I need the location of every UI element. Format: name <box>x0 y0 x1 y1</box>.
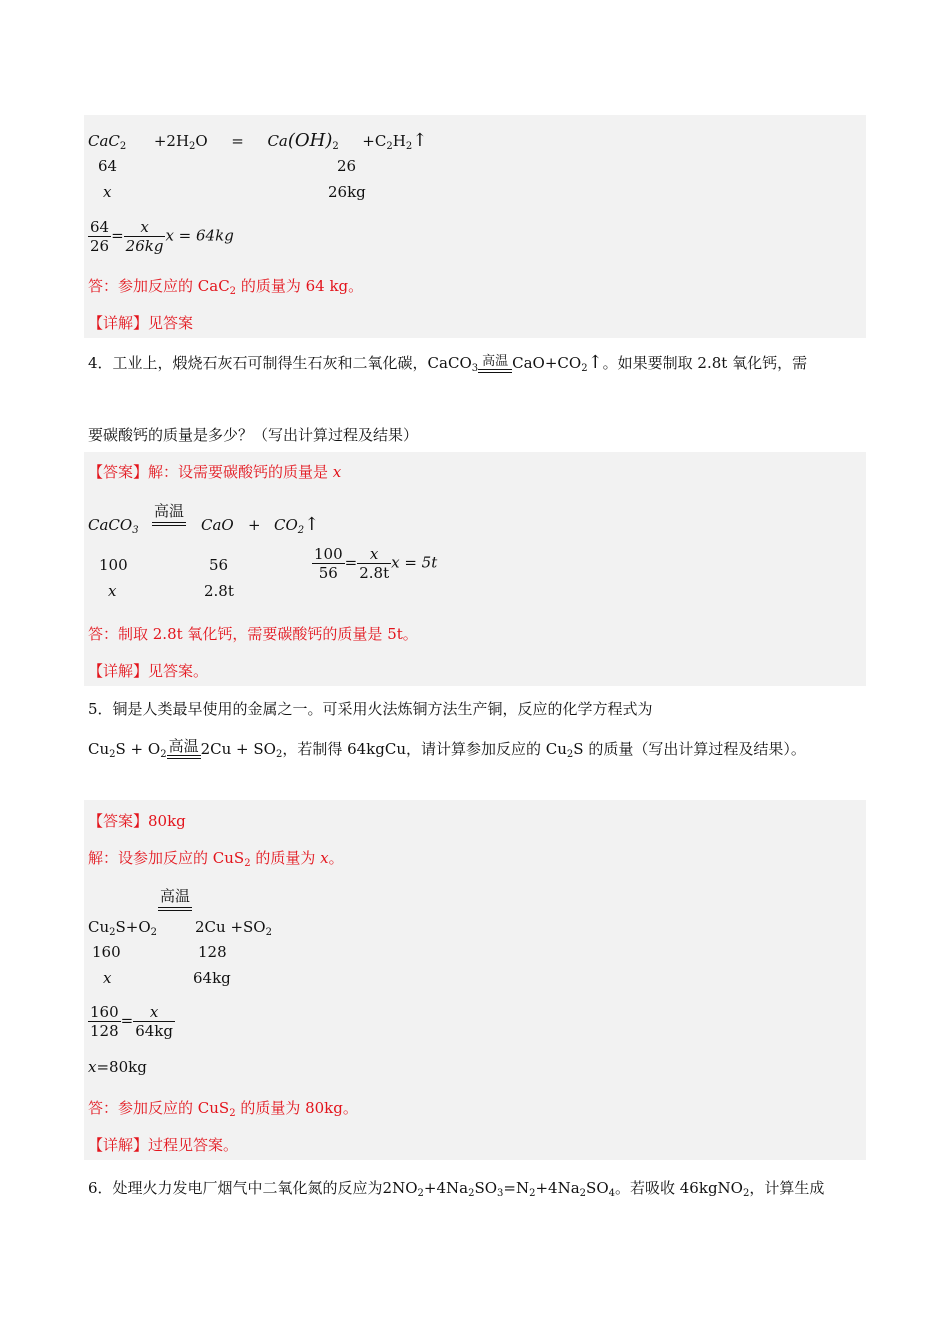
mass-value: 100 <box>99 556 128 574</box>
detail-label: 【详解】见答案。 <box>88 662 209 680</box>
reaction-condition: 高温 <box>478 355 512 373</box>
mass-value: 56 <box>209 556 229 574</box>
plus-sign: + <box>248 516 261 534</box>
final-answer: 答：制取 2.8t 氧化钙，需要碳酸钙的质量是 5t。 <box>88 625 418 643</box>
final-answer: 答：参加反应的 CaC$_2$ 的质量为 64 kg。 <box>88 277 364 297</box>
question-4-line1: 4．工业上，煅烧石灰石可制得生石灰和二氧化碳，CaCO$_3$ 高温 $CaO+CO_2↑$。如果要制取 2.8t 氧化钙，需 <box>88 352 808 374</box>
final-answer: 答：参加反应的 CuS$_2$ 的质量为 80kg。 <box>88 1099 358 1119</box>
fraction: $\frac{160}{128}$ <box>90 1003 119 1040</box>
question-5-line1: 5．铜是人类最早使用的金属之一。可采用火法炼铜方法生产铜，反应的化学方程式为 <box>88 700 653 718</box>
unknown-var: x <box>103 969 112 987</box>
question-6-line1: 6．处理火力发电厂烟气中二氧化氮的反应为$2NO_2+4Na_2SO_3=N_2+4Na_2SO_4$。若吸收 46kgNO$_2$，计算生成 <box>88 1179 825 1199</box>
known-mass: 26kg <box>328 183 366 201</box>
question-5-line2: $Cu_2S + O_2$ 高温 $2Cu + SO_2$，若制得 64kgCu，请计算参加反应的 $Cu_2S$ 的质量（写出计算过程及结果）。 <box>88 737 806 760</box>
unknown-var: x <box>103 183 112 201</box>
reaction-condition: 高温 <box>152 500 186 526</box>
product: $CO_2↑$ <box>274 514 320 536</box>
fraction: $\frac{x}{26kg}$ <box>125 218 164 255</box>
ratio-equation: $\frac{160}{128}$ = $\frac{x}{64kg}$ <box>90 1003 173 1040</box>
answer-label: 【答案】解：设需要碳酸钙的质量是 x <box>88 463 342 481</box>
product: CaO <box>201 516 234 534</box>
answer-label: 【答案】80kg <box>88 812 186 830</box>
setup-line: 解：设参加反应的 CuS$_2$ 的质量为 x。 <box>88 849 344 869</box>
mass-value: 64 <box>98 157 118 175</box>
unknown-var: x <box>108 582 117 600</box>
question-4-line2: 要碳酸钙的质量是多少？（写出计算过程及结果） <box>88 426 419 444</box>
product: $2Cu +SO_2$ <box>195 918 272 938</box>
fraction: $\frac{x}{64kg}$ <box>135 1003 173 1040</box>
known-mass: 2.8t <box>204 582 234 600</box>
ratio-equation: $\frac{100}{56}$ = $\frac{x}{2.8t}$ x = 5t <box>314 545 438 582</box>
equation-row: $CaC_2 +2H_2O = Ca(OH)_2$ $+C_2H_2↑$ <box>88 130 428 152</box>
fraction: $\frac{x}{2.8t}$ <box>359 545 390 582</box>
answer-box-q4 <box>84 452 866 686</box>
fraction: $\frac{100}{56}$ <box>314 545 343 582</box>
reaction-condition: 高温 <box>167 739 201 759</box>
equation-row: $Cu_2S+O_2$ <box>88 918 158 938</box>
mass-value: 128 <box>198 943 227 961</box>
detail-label: 【详解】见答案 <box>88 314 194 332</box>
result-line: x=80kg <box>88 1058 147 1076</box>
ratio-equation: $\frac{64}{26}$ = $\frac{x}{26kg}$ x = 64kg <box>90 218 234 255</box>
equation-row: CaCO$_3$ <box>88 516 139 536</box>
mass-value: 26 <box>337 157 357 175</box>
known-mass: 64kg <box>193 969 231 987</box>
reaction-condition: 高温 <box>158 885 192 911</box>
mass-value: 160 <box>92 943 121 961</box>
fraction: $\frac{64}{26}$ <box>90 218 110 255</box>
detail-label: 【详解】过程见答案。 <box>88 1136 239 1154</box>
